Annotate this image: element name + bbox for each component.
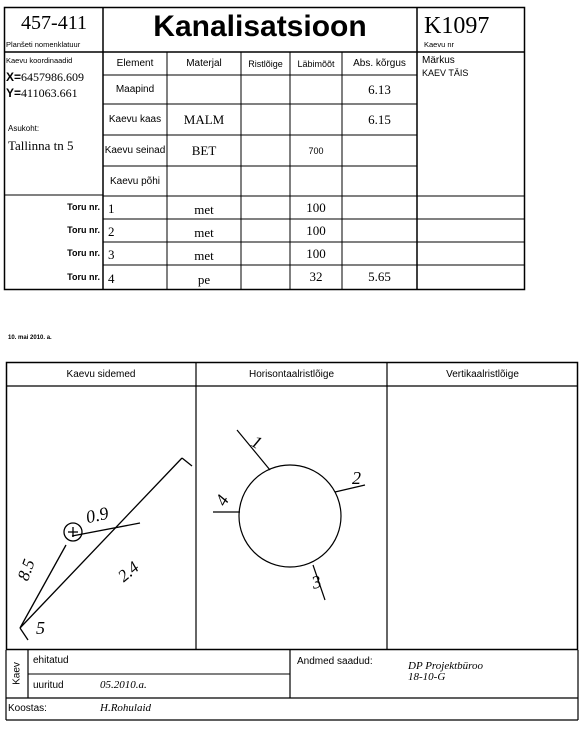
location-label: Asukoht: [8, 124, 40, 133]
page-title: Kanalisatsioon [153, 10, 367, 43]
pipe-label: Toru nr. [67, 248, 100, 258]
element-name: Kaevu põhi [109, 175, 161, 187]
pipe-mark-2: 2 [352, 468, 361, 488]
data-from-label: Andmed saadud: [297, 656, 373, 667]
element-material: BET [191, 142, 217, 158]
pipe-material: met [194, 224, 214, 240]
pipe-diameter: 100 [306, 222, 326, 238]
col-well-ties: Kaevu sidemed [66, 369, 136, 380]
pipe-mark-1: 1 [247, 431, 266, 453]
sketch-note-24: 2.4 [114, 557, 143, 586]
pipe-diameter: 100 [306, 199, 326, 215]
pipe-number: 3 [108, 247, 115, 262]
location-value: Tallinna tn 5 [8, 138, 74, 153]
coord-y [6, 86, 78, 101]
sketch-note-09: 0.9 [84, 502, 111, 528]
well-number-label: Kaevu nr [424, 40, 455, 49]
col-horizontal-section: Horisontaalristlõige [248, 369, 335, 380]
sketch-note-85: 8.5 [13, 556, 39, 584]
element-name: Maapind [115, 84, 155, 95]
pipe-number: 1 [108, 201, 115, 216]
pipe-number: 4 [108, 271, 115, 286]
well-ties-sketch [20, 458, 192, 640]
pipe-label: Toru nr. [67, 272, 100, 282]
header-material: Materjal [186, 58, 222, 69]
coord-x-value: 6457986.609 [21, 70, 85, 84]
header-diameter: Läbimõõt [297, 58, 335, 69]
col-vertical-section: Vertikaalristlõige [446, 369, 519, 380]
nomenclature-label: Planšeti nomenklatuur [6, 40, 81, 49]
element-name: Kaevu kaas [108, 114, 162, 125]
element-material: MALM [183, 111, 225, 127]
pipe-material: pe [197, 271, 211, 287]
coords-label: Kaevu koordinaadid [6, 56, 73, 65]
built-label: ehitatud [33, 655, 69, 666]
header-element: Element [116, 58, 154, 69]
nomenclature-value: 457-411 [21, 12, 87, 34]
measured-label: uuritud [33, 680, 64, 691]
footer-side-label: Kaev [11, 662, 23, 685]
header-notes: Märkus [422, 55, 455, 66]
data-from-line2: 18-10-G [408, 671, 446, 683]
pipe-diameter: 100 [306, 245, 326, 261]
pipe-mark-4: 4 [211, 491, 233, 510]
compiled-label: Koostas: [8, 703, 47, 714]
coord-x [6, 70, 84, 85]
pipe-number: 2 [108, 224, 115, 239]
data-from-line1: DP Projektbüroo [408, 660, 484, 672]
horizontal-section-drawing [213, 430, 365, 600]
element-height: 6.15 [368, 111, 391, 127]
well-number: K1097 [424, 13, 490, 39]
header-abs-height: Abs. kõrgus [353, 58, 406, 69]
header-cross-section: Ristlõige [248, 58, 283, 69]
pipe-material: met [194, 247, 214, 263]
pipe-mark-3: 3 [309, 571, 324, 593]
pipe-material: met [194, 201, 214, 217]
pipe-label: Toru nr. [67, 202, 100, 212]
compiled-value: H.Rohulaid [100, 702, 152, 714]
coord-y-value: 411063.661 [21, 86, 78, 100]
coord-x-prefix: X= [6, 70, 22, 84]
coord-y-prefix: Y= [6, 86, 22, 100]
element-name: Kaevu seinad [104, 145, 166, 156]
pipe-height: 5.65 [368, 269, 391, 284]
element-diameter: 700 [308, 145, 324, 156]
sketch-note-5: 5 [36, 618, 45, 638]
date-text: 10. mai 2010. a. [8, 335, 52, 341]
pipe-label: Toru nr. [67, 225, 100, 235]
pipe-diameter: 32 [309, 269, 323, 284]
element-height: 6.13 [368, 81, 391, 97]
measured-value: 05.2010.a. [100, 679, 147, 691]
notes-value: KAEV TÄIS [422, 68, 469, 78]
